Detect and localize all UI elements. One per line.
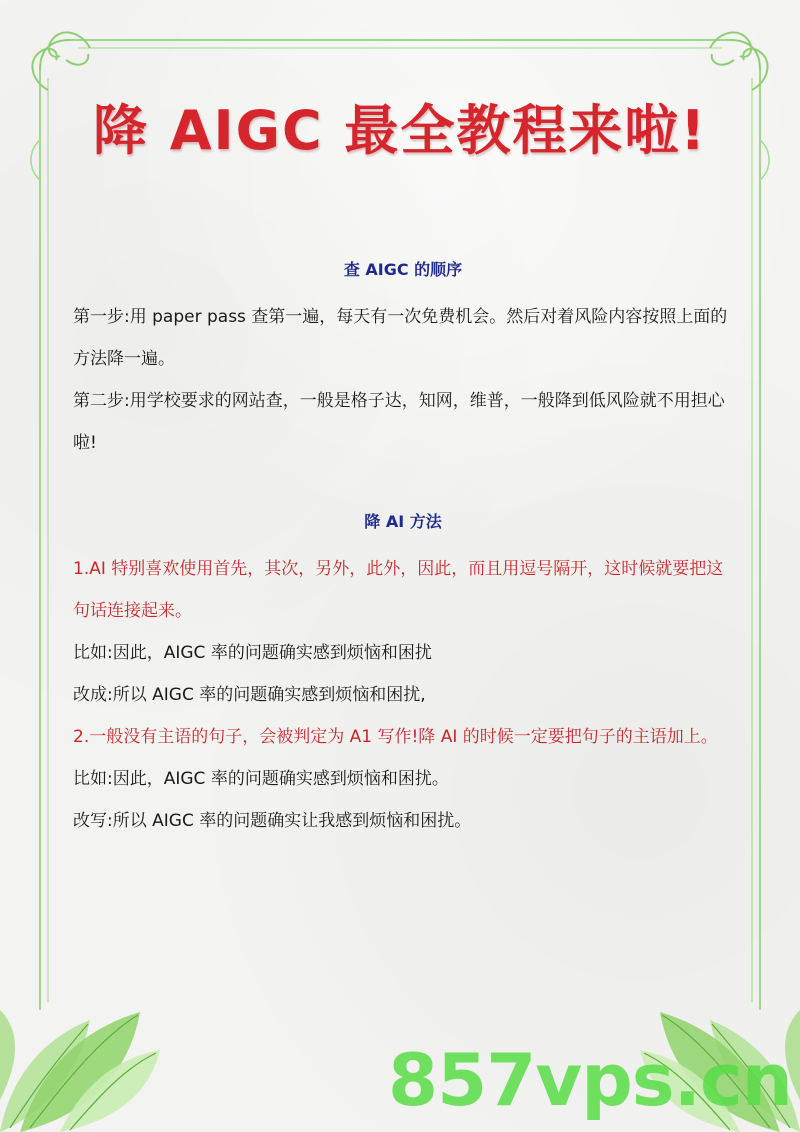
corner-flourish-top-left <box>32 32 90 90</box>
section-spacer <box>73 464 733 510</box>
section-heading-check-order: 查 AIGC 的顺序 <box>343 260 463 279</box>
watermark: 857vps.cn <box>388 1038 792 1122</box>
example-two-text: 比如:因此，AIGC 率的问题确实感到烦恼和困扰。 <box>73 769 449 789</box>
tip-two-text: 2.一般没有主语的句子，会被判定为 A1 写作!降 AI 的时候一定要把句子的主语加上。 <box>73 727 718 747</box>
page-title: 降 AIGC 最全教程来啦! <box>92 99 708 162</box>
revised-two-text: 改写:所以 AIGC 率的问题确实让我感到烦恼和困扰。 <box>73 811 472 831</box>
step-two-text: 第二步:用学校要求的网站查，一般是格子达，知网，维普，一般降到低风险就不用担心啦! <box>73 391 725 453</box>
example-one-text: 比如:因此，AIGC 率的问题确实感到烦恼和困扰 <box>73 643 432 663</box>
section-heading-reduce-ai: 降 AI 方法 <box>364 512 442 531</box>
tip-one-text: 1.AI 特别喜欢使用首先，其次，另外，此外，因此，而且用逗号隔开，这时候就要把这句话连接起来。 <box>73 559 724 621</box>
corner-flourish-top-right <box>710 32 768 90</box>
revised-one-text: 改成:所以 AIGC 率的问题确实感到烦恼和困扰, <box>73 685 426 705</box>
step-one-text: 第一步:用 paper pass 查第一遍，每天有一次免费机会。然后对着风险内容按照上面的方法降一遍。 <box>73 307 728 369</box>
leaf-cluster-left <box>0 1010 160 1132</box>
document-body <box>73 258 733 842</box>
